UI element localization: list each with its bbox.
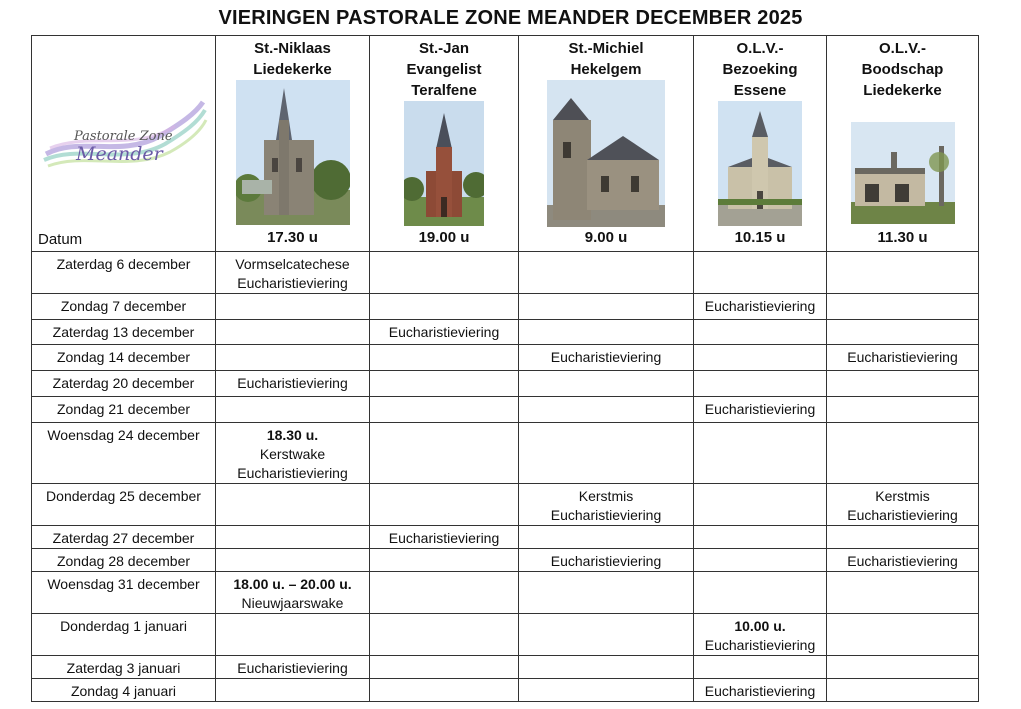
service-cell <box>519 371 694 397</box>
date-cell: Zondag 28 december <box>32 549 216 572</box>
schedule-row <box>32 371 979 397</box>
schedule-row <box>32 614 979 656</box>
service-cell <box>370 526 519 549</box>
service-cell <box>216 320 370 345</box>
service-cell <box>370 679 519 702</box>
service-cell <box>694 614 827 656</box>
datum-header <box>32 36 216 252</box>
service-cell <box>827 484 979 526</box>
service-cell <box>827 252 979 294</box>
service-cell <box>694 294 827 320</box>
service-line: Eucharistieviering <box>237 375 348 391</box>
schedule-row <box>32 320 979 345</box>
service-cell <box>370 656 519 679</box>
service-cell <box>519 572 694 614</box>
church-header-st-jan <box>370 36 519 252</box>
date-cell: Zaterdag 3 januari <box>32 656 216 679</box>
service-cell <box>370 320 519 345</box>
mass-time: 9.00 u <box>584 229 628 246</box>
service-cell <box>827 572 979 614</box>
service-line: Eucharistieviering <box>704 298 816 314</box>
pastorale-zone-logo <box>40 96 208 176</box>
service-cell <box>216 656 370 679</box>
church-name-line: Bezoeking <box>722 61 798 78</box>
service-cell <box>694 656 827 679</box>
service-cell <box>694 397 827 423</box>
church-photo-st-niklaas <box>236 80 350 225</box>
service-cell <box>694 371 827 397</box>
church-photo-st-michiel <box>547 80 665 227</box>
service-line: Eucharistieviering <box>237 660 348 676</box>
church-name-line: Teralfene <box>411 82 477 99</box>
logo-line-2: Meander <box>76 143 163 165</box>
service-cell <box>827 345 979 371</box>
church-photo-olv-boodschap <box>851 122 955 224</box>
church-name-line: Essene <box>733 82 787 99</box>
service-cell <box>519 679 694 702</box>
church-name-line: Evangelist <box>406 61 482 78</box>
service-cell <box>216 679 370 702</box>
date-cell: Woensdag 24 december <box>32 423 216 484</box>
date-cell: Zaterdag 27 december <box>32 526 216 549</box>
service-time: 10.00 u. <box>734 618 786 634</box>
service-line: Eucharistieviering <box>847 349 958 365</box>
service-line: Eucharistieviering <box>550 349 662 365</box>
church-name-line: Liedekerke <box>253 61 332 78</box>
service-line: Eucharistieviering <box>550 553 662 569</box>
service-cell <box>827 294 979 320</box>
service-cell <box>370 484 519 526</box>
service-cell <box>519 345 694 371</box>
church-header-st-niklaas <box>216 36 370 252</box>
schedule-row <box>32 549 979 572</box>
date-cell: Donderdag 25 december <box>32 484 216 526</box>
church-header-st-michiel <box>519 36 694 252</box>
service-time: 18.30 u. <box>266 427 319 443</box>
service-cell <box>519 484 694 526</box>
schedule-row <box>32 423 979 484</box>
service-cell <box>370 371 519 397</box>
service-line: Eucharistieviering <box>388 324 500 340</box>
service-cell <box>216 549 370 572</box>
service-cell <box>370 572 519 614</box>
service-line: Eucharistieviering <box>550 507 662 523</box>
service-cell <box>370 397 519 423</box>
date-cell: Zaterdag 20 december <box>32 371 216 397</box>
date-cell: Zaterdag 13 december <box>32 320 216 345</box>
service-cell <box>370 549 519 572</box>
service-cell <box>370 614 519 656</box>
service-line: Kerstmis <box>578 488 634 504</box>
service-cell <box>827 320 979 345</box>
date-cell: Zondag 4 januari <box>32 679 216 702</box>
service-line: Nieuwjaarswake <box>241 595 344 611</box>
service-line: Vormselcatechese <box>235 256 350 272</box>
schedule-row <box>32 484 979 526</box>
service-line: Eucharistieviering <box>237 275 348 291</box>
service-cell <box>694 526 827 549</box>
service-line: Eucharistieviering <box>704 683 816 699</box>
date-cell: Zaterdag 6 december <box>32 252 216 294</box>
service-line: Eucharistieviering <box>704 637 816 653</box>
service-line: Eucharistieviering <box>847 553 958 569</box>
service-cell <box>216 294 370 320</box>
logo-line-1: Pastorale Zone <box>74 129 173 144</box>
church-photo-olv-bezoeking <box>718 101 802 226</box>
date-cell: Donderdag 1 januari <box>32 614 216 656</box>
service-cell <box>827 423 979 484</box>
church-photo-st-jan <box>404 101 484 226</box>
mass-time: 19.00 u <box>418 229 470 246</box>
service-cell <box>827 397 979 423</box>
service-cell <box>216 423 370 484</box>
service-cell <box>519 252 694 294</box>
schedule-row <box>32 526 979 549</box>
service-line: Eucharistieviering <box>388 530 500 546</box>
service-cell <box>370 294 519 320</box>
service-cell <box>827 549 979 572</box>
service-cell <box>519 549 694 572</box>
service-cell <box>694 572 827 614</box>
service-cell <box>519 656 694 679</box>
service-cell <box>216 572 370 614</box>
schedule-table <box>31 35 979 702</box>
church-name-line: St.-Niklaas <box>254 40 331 57</box>
service-line: Kerstwake <box>259 446 326 462</box>
church-header-olv-bezoeking <box>694 36 827 252</box>
service-cell <box>216 252 370 294</box>
header-row <box>32 36 979 252</box>
service-cell <box>216 614 370 656</box>
service-cell <box>216 526 370 549</box>
service-cell <box>519 320 694 345</box>
service-cell <box>519 423 694 484</box>
service-cell <box>827 614 979 656</box>
service-line: Eucharistieviering <box>704 401 816 417</box>
mass-time: 11.30 u <box>877 229 928 246</box>
date-cell: Zondag 21 december <box>32 397 216 423</box>
date-cell: Zondag 7 december <box>32 294 216 320</box>
service-cell <box>694 320 827 345</box>
datum-label: Datum <box>38 231 83 248</box>
service-cell <box>694 423 827 484</box>
mass-time: 17.30 u <box>267 229 318 246</box>
service-cell <box>694 484 827 526</box>
service-cell <box>370 423 519 484</box>
schedule-row <box>32 397 979 423</box>
service-line: Eucharistieviering <box>847 507 958 523</box>
church-name-line: St.-Jan <box>418 40 469 57</box>
church-name-line: St.-Michiel <box>568 40 644 57</box>
church-name-line: Liedekerke <box>863 82 942 99</box>
service-cell <box>827 679 979 702</box>
service-cell <box>216 397 370 423</box>
service-cell <box>827 656 979 679</box>
mass-time: 10.15 u <box>734 229 786 246</box>
service-cell <box>827 371 979 397</box>
service-cell <box>519 294 694 320</box>
date-cell: Woensdag 31 december <box>32 572 216 614</box>
service-cell <box>370 345 519 371</box>
church-name-line: Boodschap <box>861 61 944 78</box>
schedule-row <box>32 294 979 320</box>
service-cell <box>519 614 694 656</box>
service-cell <box>694 549 827 572</box>
church-header-olv-boodschap <box>827 36 979 252</box>
schedule-row <box>32 656 979 679</box>
service-cell <box>370 252 519 294</box>
service-cell <box>216 345 370 371</box>
service-cell <box>827 526 979 549</box>
church-name-line: Hekelgem <box>570 61 642 78</box>
service-time: 18.00 u. – 20.00 u. <box>233 576 352 592</box>
schedule-row <box>32 572 979 614</box>
date-cell: Zondag 14 december <box>32 345 216 371</box>
service-line: Eucharistieviering <box>237 465 348 481</box>
service-cell <box>694 345 827 371</box>
schedule-row <box>32 252 979 294</box>
page-title: VIERINGEN PASTORALE ZONE MEANDER DECEMBER 2025 <box>218 7 803 29</box>
service-cell <box>216 484 370 526</box>
service-cell <box>519 526 694 549</box>
church-name-line: O.L.V.- <box>879 40 926 57</box>
service-cell <box>694 679 827 702</box>
service-line: Kerstmis <box>875 488 930 504</box>
service-cell <box>216 371 370 397</box>
schedule-row <box>32 679 979 702</box>
church-name-line: O.L.V.- <box>736 40 784 57</box>
schedule-row <box>32 345 979 371</box>
service-cell <box>694 252 827 294</box>
service-cell <box>519 397 694 423</box>
